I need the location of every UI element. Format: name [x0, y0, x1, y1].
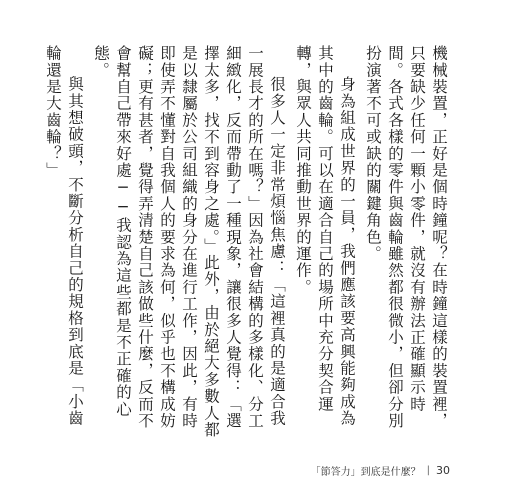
running-chapter-title: 「節答力」到底是什麼？: [310, 467, 421, 478]
paragraph-1: 機械裝置，正好是個時鐘呢？在時鐘這樣的裝置裡，只要缺少任何一顆小零件，就沒有辦法正確顯示時間。各式各樣的零件與齒輪雖然都很微小，但卻分別扮演著不可或缺的關鍵角色。: [364, 45, 448, 430]
page-number: 30: [436, 464, 450, 477]
footer-separator: |: [426, 465, 430, 476]
paragraph-3: 很多人一定非常煩惱焦慮：「這裡真的是適合我一展長才的所在嗎？」因為社會結構的多樣化、分工細緻化，反而帶動了一種現象，讓很多人覺得：「選擇太多，找不到容身之處。」此外，由於絕大多數人都是以隸屬於公司組織的身分在進行工作，因此，有時即使弄不懂對自我個人的要求為何，似乎也不構成妨礙；更有甚者，覺得弄清楚自己該做些什麼，反而不會幫自己帶來好處──我認為這些都是不正確的心態。: [92, 45, 286, 439]
body-text: [42, 45, 450, 441]
page-footer: [311, 463, 450, 478]
paragraph-4: 與其想破頭，不斷分析自己的規格到底是「小齒輪還是大齒輪？」: [44, 45, 84, 427]
paragraph-2: 身為組成世界的一員，我們應該要高興能夠成為其中的齒輪。可以在適合自己的場所中充分契合運轉，與眾人共同推動世界的運作。: [294, 45, 356, 427]
